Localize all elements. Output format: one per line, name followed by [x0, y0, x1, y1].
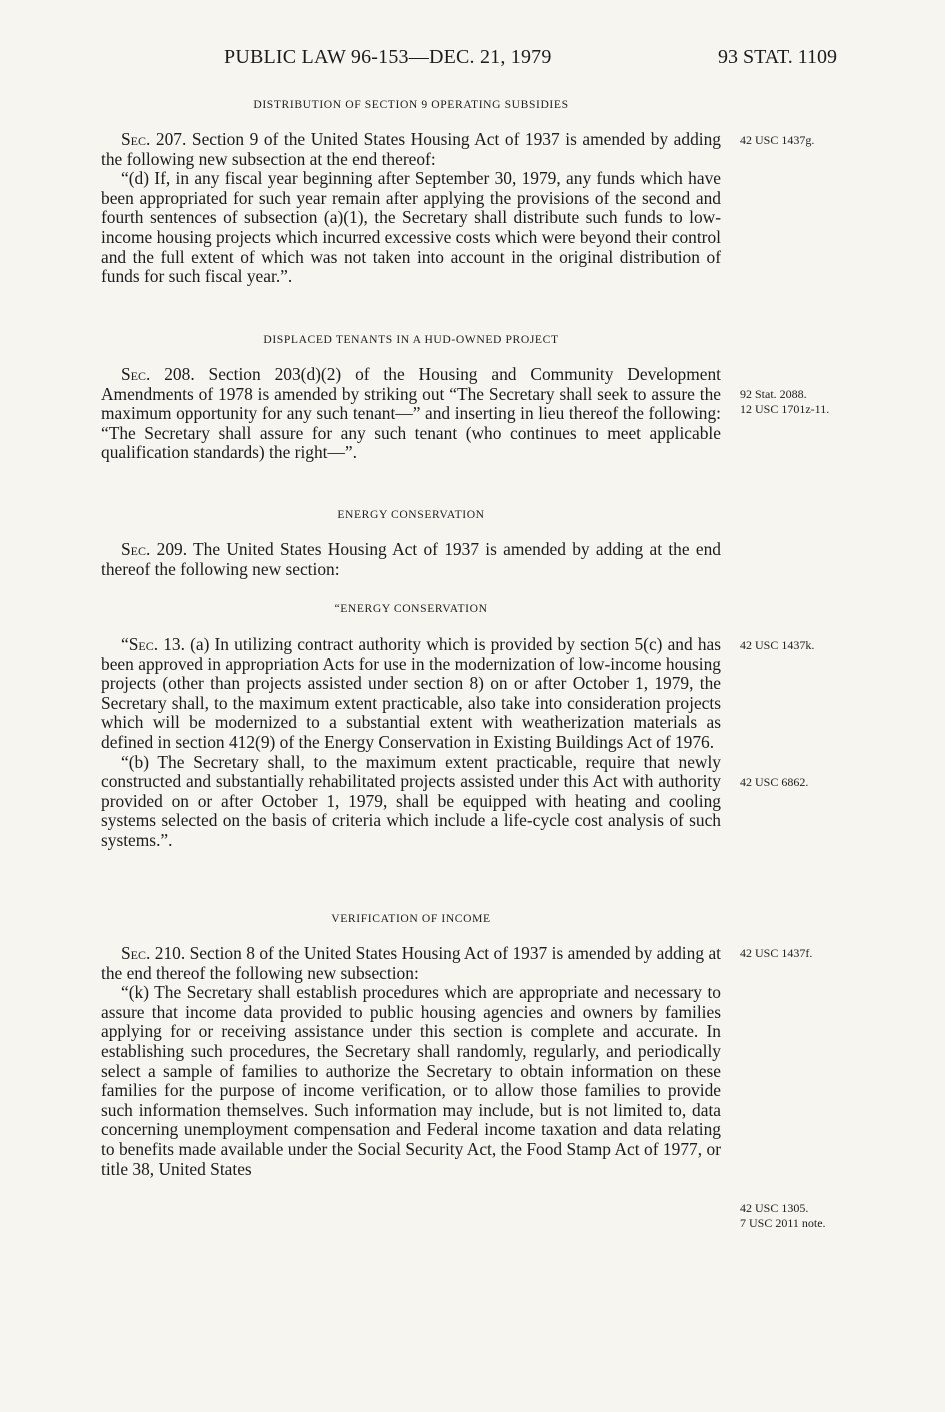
- margin-note-12usc1701z11: 12 USC 1701z-11.: [740, 402, 830, 416]
- section-209-intro: [101, 540, 721, 579]
- sec-label: Sec.: [121, 539, 151, 559]
- page-header-title: PUBLIC LAW 96-153—DEC. 21, 1979: [224, 46, 552, 68]
- section-13-body: [101, 635, 721, 851]
- section-207-heading: DISTRIBUTION OF SECTION 9 OPERATING SUBSIDIES: [253, 98, 569, 111]
- section-209-heading: ENERGY CONSERVATION: [337, 508, 485, 521]
- sec-label: Sec.: [121, 364, 151, 384]
- section-207-para-1: Sec. 207. Section 9 of the United States Housing Act of 1937 is amended by adding the following new subsection at the end thereof:: [101, 129, 721, 169]
- section-210-para-1: Sec. 210. Section 8 of the United States Housing Act of 1937 is amended by adding at the end thereof the following new subsection:: [101, 943, 721, 983]
- section-13-heading: “ENERGY CONSERVATION: [334, 602, 488, 615]
- sec-label: Sec.: [121, 943, 151, 963]
- margin-note-42usc1305: 42 USC 1305.: [740, 1201, 809, 1215]
- section-208-body: [101, 365, 721, 463]
- section-207-body: [101, 130, 721, 287]
- section-210-body: [101, 944, 721, 1179]
- section-210-para-2: “(k) The Secretary shall establish procedures which are appropriate and necessary to assure that income data provided to public housing agencies and owners by families applying for or receiving assistance under this section is complete and accurate. In establishing such procedures, the Secretary shall randomly, regularly, and periodically select a sample of families to authorize the Secretary to obtain information on these families for the purpose of income verification, or to allow those families to provide such information themselves. Such information may include, but is not limited to, data concerning unemployment compensation and Federal income taxation and data relating to benefits made available under the Social Security Act, the Food Stamp Act of 1977, or title 38, United States: [101, 982, 721, 1179]
- margin-note-7usc2011: 7 USC 2011 note.: [740, 1216, 826, 1230]
- page-header-stat: 93 STAT. 1109: [718, 46, 837, 68]
- margin-note-92stat2088: 92 Stat. 2088.: [740, 387, 807, 401]
- section-208-heading: DISPLACED TENANTS IN A HUD-OWNED PROJECT: [263, 333, 559, 346]
- section-210-heading: VERIFICATION OF INCOME: [331, 912, 491, 925]
- margin-note-42usc1437g: 42 USC 1437g.: [740, 133, 815, 147]
- margin-note-42usc1437f: 42 USC 1437f.: [740, 946, 813, 960]
- margin-note-42usc1437k: 42 USC 1437k.: [740, 638, 815, 652]
- section-207-para-2: “(d) If, in any fiscal year beginning after September 30, 1979, any funds which have been appropriated for such year remain after applying the provisions of the second and fourth sentences of subsection (a)(1), the Secretary shall distribute such funds to low-income housing projects which incurred excessive costs which were beyond their control and the full extent of which was not taken into account in the original distribution of funds for such fiscal year.”.: [101, 168, 721, 287]
- sec-label: Sec.: [121, 129, 151, 149]
- margin-note-42usc6862: 42 USC 6862.: [740, 775, 809, 789]
- section-13-para-a: “Sec. 13. (a) In utilizing contract authority which is provided by section 5(c) and has been approved in appropriation Acts for use in the modernization of low-income housing projects (other than projects assisted under section 8) on or after October 1, 1979, the Secretary shall, to the maximum extent practicable, also take into consideration projects which will be modernized to a substantial extent with weatherization materials as defined in section 412(9) of the Energy Conservation in Existing Buildings Act of 1976.: [101, 634, 721, 752]
- section-209-para-1: Sec. 209. The United States Housing Act of 1937 is amended by adding at the end thereof the following new section:: [101, 539, 721, 579]
- section-13-para-b: “(b) The Secretary shall, to the maximum extent practicable, require that newly constructed and substantially rehabilitated projects assisted under this Act with authority provided on or after October 1, 1979, shall be equipped with heating and cooling systems selected on the basis of criteria which include a life-cycle cost analysis of such systems.”.: [101, 751, 721, 850]
- section-208-para-1: Sec. 208. Section 203(d)(2) of the Housing and Community Development Amendments of 1978 is amended by striking out “The Secretary shall seek to assure the maximum opportunity for any such tenant—” and inserting in lieu thereof the following: “The Secretary shall assure for any such tenant (who continues to meet applicable qualification standards) the right—”.: [101, 364, 721, 463]
- sec-label: Sec.: [128, 634, 159, 654]
